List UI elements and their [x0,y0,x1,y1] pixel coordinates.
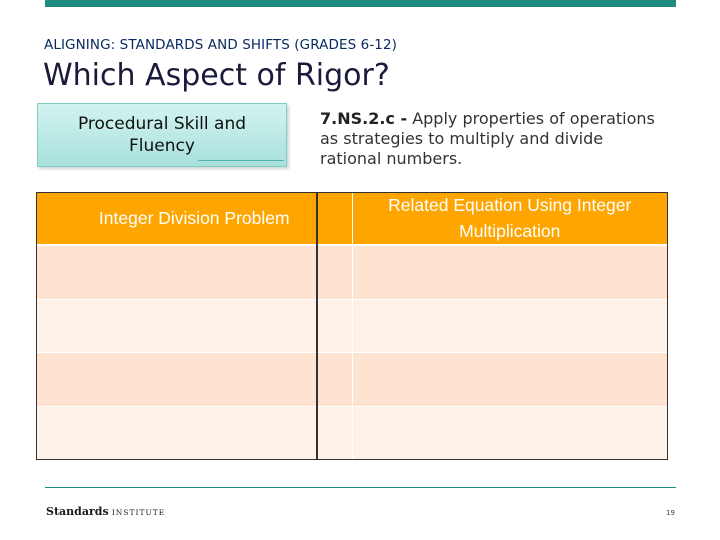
table-cell[interactable] [37,245,353,299]
table-row [37,299,668,352]
table-cell[interactable] [352,353,668,406]
standards-institute-logo [46,505,165,518]
table-cell[interactable] [37,353,353,406]
section-subtitle: ALIGNING: STANDARDS AND SHIFTS (GRADES 6-12) [44,37,398,53]
page-number: 19 [666,509,675,517]
callout-underline [198,160,284,161]
top-accent-bar [45,0,676,7]
table-row [37,353,668,406]
footer-divider [45,487,676,488]
table-cell[interactable] [352,406,668,459]
table-header-row [37,193,668,246]
table-cell[interactable] [37,299,353,352]
table-cell[interactable] [352,299,668,352]
table-cell[interactable] [352,245,668,299]
logo-suffix: INSTITUTE [111,508,166,517]
table-cell[interactable] [37,406,353,459]
slide-title: Which Aspect of Rigor? [43,58,390,93]
header-related-equation: Related Equation Using Integer Multiplication [352,193,668,246]
table-row [37,245,668,299]
table-row [37,406,668,459]
problem-table [36,192,668,460]
logo-brand: Standards [46,505,109,518]
standard-code: 7.NS.2.c - [320,109,408,128]
standard-statement [320,109,665,169]
rigor-aspect-callout [37,103,287,167]
header-integer-division: Integer Division Problem [37,193,353,246]
standard-text: Apply properties of operations as strategies to multiply and divide rational numbers. [320,109,655,168]
callout-label: Procedural Skill and Fluency [77,113,247,156]
